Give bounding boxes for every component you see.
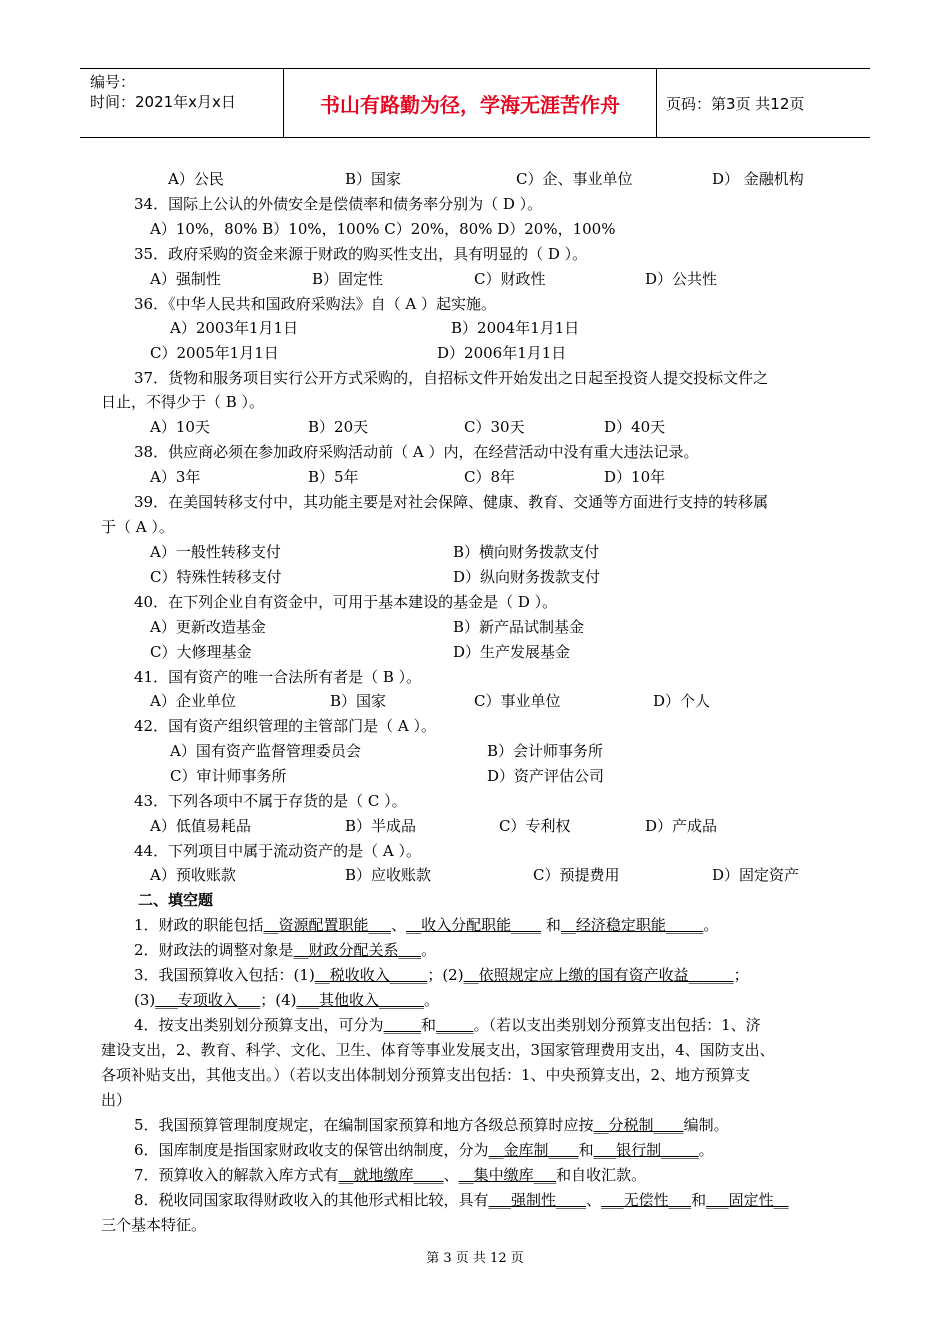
text-segment: A）低值易耗品 xyxy=(150,817,251,835)
text-segment: D）纵向财务拨款支付 xyxy=(453,568,601,586)
text-line xyxy=(134,840,421,862)
text-segment: A）预收账款 xyxy=(150,866,236,884)
text-line xyxy=(308,466,359,488)
text-line xyxy=(474,268,545,290)
text-line xyxy=(134,367,768,389)
text-line xyxy=(150,815,251,837)
text-line xyxy=(168,168,224,190)
text-line xyxy=(464,416,525,438)
text-segment: 。 xyxy=(698,1141,714,1159)
text-segment: 于（ A ）。 xyxy=(101,518,174,536)
text-line xyxy=(533,864,619,886)
text-segment: B）新产品试制基金 xyxy=(453,618,585,636)
text-line xyxy=(150,218,615,240)
text-line xyxy=(487,740,603,762)
text-line xyxy=(134,1139,714,1161)
text-segment: C）8年 xyxy=(464,468,516,486)
text-line xyxy=(645,268,717,290)
text-line xyxy=(101,1039,775,1061)
text-segment: ； xyxy=(733,966,749,984)
text-line xyxy=(150,566,281,588)
text-segment: 和 xyxy=(691,1191,707,1209)
fill-blank-answer: _____ xyxy=(436,1016,474,1034)
text-segment: C）预提费用 xyxy=(533,866,620,884)
text-segment: 4．按支出类别划分预算支出，可分为 xyxy=(134,1016,384,1034)
text-segment: B）会计师事务所 xyxy=(487,742,604,760)
text-line xyxy=(451,317,579,339)
text-segment: 日止，不得少于（ B ）。 xyxy=(101,393,265,411)
text-line xyxy=(101,516,174,538)
fill-blank-answer: __财政分配关系___ xyxy=(293,941,422,959)
text-line xyxy=(101,391,264,413)
text-segment: 3．我国预算收入包括：(1) xyxy=(134,966,315,984)
text-line xyxy=(150,268,221,290)
text-line xyxy=(712,168,804,190)
text-line xyxy=(312,268,383,290)
text-line xyxy=(474,690,560,712)
text-segment: (3) xyxy=(134,991,156,1009)
fill-blank-answer: ___无偿性___ xyxy=(601,1191,692,1209)
text-segment: 40．在下列企业自有资金中，可用于基本建设的基金是（ D ）。 xyxy=(134,593,558,611)
fill-blank-answer: __分税制____ xyxy=(593,1116,684,1134)
header-info-cell xyxy=(80,69,284,137)
text-segment: 、 xyxy=(391,916,407,934)
text-line xyxy=(134,591,557,613)
text-segment: D） 金融机构 xyxy=(712,170,804,188)
text-segment: B）半成品 xyxy=(345,817,417,835)
text-line xyxy=(604,416,665,438)
text-segment: 37．货物和服务项目实行公开方式采购的，自招标文件开始发出之日起至投资人提交投标文件之 xyxy=(134,369,769,387)
text-segment: ；(4) xyxy=(260,991,297,1009)
fill-blank-answer: ___强制性____ xyxy=(488,1191,587,1209)
text-segment: 和 xyxy=(541,916,561,934)
text-segment: 和自收汇款。 xyxy=(556,1166,647,1184)
text-line xyxy=(101,1214,206,1236)
fill-blank-answer: ___银行制_____ xyxy=(593,1141,699,1159)
text-line xyxy=(134,491,768,513)
text-segment: 编制。 xyxy=(683,1116,729,1134)
fill-blank-answer: __集中缴库___ xyxy=(458,1166,557,1184)
text-segment: A）企业单位 xyxy=(150,692,236,710)
fill-blank-answer: _____ xyxy=(383,1016,422,1034)
text-segment: D）生产发展基金 xyxy=(453,643,571,661)
text-segment: ；(2) xyxy=(427,966,464,984)
text-line xyxy=(308,416,368,438)
text-line xyxy=(150,616,266,638)
text-line xyxy=(134,1014,761,1036)
text-segment: 7．预算收入的解款入库方式有 xyxy=(134,1166,339,1184)
motto-cell xyxy=(284,69,657,137)
text-segment: 41．国有资产的唯一合法所有者是（ B ）。 xyxy=(134,668,422,686)
text-segment: 和 xyxy=(578,1141,594,1159)
text-line xyxy=(330,690,386,712)
number-label: 编号： xyxy=(90,73,136,91)
text-line xyxy=(453,566,600,588)
text-segment: C）财政性 xyxy=(474,270,546,288)
text-segment: B）横向财务拨款支付 xyxy=(453,543,600,561)
text-line xyxy=(134,1189,789,1211)
text-segment: A）公民 xyxy=(168,170,224,188)
motto-text: 书山有路勤为径，学海无涯苦作舟 xyxy=(320,92,620,117)
text-line xyxy=(150,864,236,886)
text-segment: B）应收账款 xyxy=(345,866,432,884)
text-line xyxy=(453,616,584,638)
text-line xyxy=(134,666,421,688)
text-line xyxy=(345,815,416,837)
text-segment: D）个人 xyxy=(653,692,711,710)
text-segment: D）资产评估公司 xyxy=(487,767,605,785)
text-segment: B）固定性 xyxy=(312,270,384,288)
text-line xyxy=(134,293,496,315)
text-segment: D）2006年1月1日 xyxy=(437,344,567,362)
page-header xyxy=(80,68,870,138)
text-segment: 5．我国预算管理制度规定，在编制国家预算和地方各级总预算时应按 xyxy=(134,1116,594,1134)
text-segment: D）40天 xyxy=(604,418,666,436)
text-line xyxy=(516,168,632,190)
text-line xyxy=(134,243,587,265)
text-line xyxy=(653,690,710,712)
text-line xyxy=(345,168,401,190)
text-segment: A）更新改造基金 xyxy=(150,618,266,636)
text-segment: 各项补贴支出，其他支出。）（若以支出体制划分预算支出包括：1、中央预算支出，2、地方预算支 xyxy=(101,1066,751,1084)
text-segment: D）固定资产 xyxy=(712,866,800,884)
text-segment: D）产成品 xyxy=(645,817,718,835)
text-line xyxy=(150,466,200,488)
text-line xyxy=(604,466,665,488)
text-line xyxy=(150,342,279,364)
text-segment: D）10年 xyxy=(604,468,666,486)
text-line xyxy=(437,342,566,364)
text-line xyxy=(170,765,286,787)
text-line xyxy=(170,317,298,339)
text-segment: 。（若以支出类别划分预算支出包括：1、济 xyxy=(473,1016,761,1034)
text-line xyxy=(134,1164,646,1186)
text-segment: C）企、事业单位 xyxy=(516,170,633,188)
text-line xyxy=(134,989,439,1011)
section-heading: 二、填空题 xyxy=(138,891,214,909)
text-line xyxy=(134,914,718,936)
text-segment: 三个基本特征。 xyxy=(101,1216,207,1234)
fill-blank-answer: ___其他收入______ xyxy=(296,991,425,1009)
text-line xyxy=(134,939,436,961)
fill-blank-answer: ___固定性__ xyxy=(706,1191,789,1209)
text-segment: 36．《中华人民共和国政府采购法》自（ A ）起实施。 xyxy=(134,295,496,313)
text-segment: 38．供应商必须在参加政府采购活动前（ A ）内，在经营活动中没有重大违法记录。 xyxy=(134,443,699,461)
text-segment: 1．财政的职能包括 xyxy=(134,916,264,934)
text-segment: 。 xyxy=(703,916,719,934)
text-line xyxy=(453,641,570,663)
text-segment: B）20天 xyxy=(308,418,369,436)
text-segment: A）2003年1月1日 xyxy=(170,319,299,337)
text-line xyxy=(150,641,251,663)
fill-blank-answer: __就地缴库____ xyxy=(338,1166,444,1184)
page-label: 页码：第3页 共12页 xyxy=(666,94,805,113)
text-segment: 2．财政法的调整对象是 xyxy=(134,941,294,959)
text-segment: A）10天 xyxy=(150,418,210,436)
text-segment: B）国家 xyxy=(330,692,387,710)
text-segment: C）专利权 xyxy=(499,817,571,835)
text-segment: C）审计师事务所 xyxy=(170,767,287,785)
fill-blank-answer: __依照规定应上缴的国有资产收益______ xyxy=(463,966,734,984)
text-segment: 、 xyxy=(443,1166,459,1184)
text-line xyxy=(101,1089,131,1111)
text-line xyxy=(645,815,717,837)
page-footer: 第 3 页 共 12 页 xyxy=(426,1251,524,1266)
text-segment: C）事业单位 xyxy=(474,692,561,710)
text-segment: A）3年 xyxy=(150,468,201,486)
text-segment: 39．在美国转移支付中，其功能主要是对社会保障、健康、教育、交通等方面进行支持的转移属 xyxy=(134,493,769,511)
text-segment: C）2005年1月1日 xyxy=(150,344,279,362)
text-line xyxy=(453,541,599,563)
text-segment: C）大修理基金 xyxy=(150,643,252,661)
text-segment: 34．国际上公认的外债安全是偿债率和债务率分别为（ D ）。 xyxy=(134,195,543,213)
text-segment: A）国有资产监督管理委员会 xyxy=(170,742,361,760)
text-line xyxy=(150,541,281,563)
text-segment: C）30天 xyxy=(464,418,525,436)
text-line xyxy=(134,441,698,463)
text-segment: 42．国有资产组织管理的主管部门是（ A ）。 xyxy=(134,717,436,735)
text-segment: D）公共性 xyxy=(645,270,718,288)
text-segment: 6．国库制度是指国家财政收支的保管出纳制度，分为 xyxy=(134,1141,489,1159)
text-line xyxy=(134,790,407,812)
fill-blank-answer: __经济稳定职能_____ xyxy=(560,916,704,934)
text-segment: 。 xyxy=(421,941,437,959)
fill-blank-answer: ___专项收入___ xyxy=(155,991,261,1009)
page-number-cell xyxy=(656,69,870,137)
text-line xyxy=(134,715,436,737)
text-line xyxy=(464,466,515,488)
text-segment: 43．下列各项中不属于存货的是（ C ）。 xyxy=(134,792,407,810)
text-segment: B）国家 xyxy=(345,170,402,188)
text-segment: C）特殊性转移支付 xyxy=(150,568,282,586)
text-segment: B）5年 xyxy=(308,468,359,486)
fill-blank-answer: __资源配置职能___ xyxy=(263,916,392,934)
text-segment: 出） xyxy=(101,1091,132,1109)
text-segment: A）一般性转移支付 xyxy=(150,543,281,561)
text-line xyxy=(712,864,799,886)
text-line xyxy=(134,964,749,986)
fill-blank-answer: __收入分配职能____ xyxy=(406,916,542,934)
text-segment: 建设支出，2、教育、科学、文化、卫生、体育等事业发展支出，3国家管理费用支出，4、国防支出、 xyxy=(101,1041,775,1059)
text-segment: 44．下列项目中属于流动资产的是（ A ）。 xyxy=(134,842,421,860)
text-line xyxy=(101,1064,750,1086)
text-segment: 35．政府采购的资金来源于财政的购买性支出，具有明显的（ D ）。 xyxy=(134,245,588,263)
text-segment: A）强制性 xyxy=(150,270,221,288)
text-segment: 。 xyxy=(424,991,440,1009)
text-line xyxy=(134,1114,729,1136)
text-segment: 和 xyxy=(421,1016,437,1034)
text-line xyxy=(150,416,210,438)
time-label: 时间：2021年x月x日 xyxy=(90,93,236,111)
fill-blank-answer: __金库制____ xyxy=(488,1141,579,1159)
text-line xyxy=(134,193,542,215)
text-line xyxy=(150,690,236,712)
text-line xyxy=(487,765,604,787)
fill-blank-answer: __税收收入_____ xyxy=(314,966,428,984)
text-segment: B）2004年1月1日 xyxy=(451,319,580,337)
text-segment: A）10%，80% B）10%，100% C）20%，80% D）20%，100% xyxy=(150,220,616,238)
text-line xyxy=(170,740,361,762)
text-line xyxy=(345,864,431,886)
text-line xyxy=(499,815,570,837)
text-segment: 8．税收同国家取得财政收入的其他形式相比较，具有 xyxy=(134,1191,489,1209)
text-line xyxy=(138,889,213,911)
text-segment: 、 xyxy=(586,1191,602,1209)
